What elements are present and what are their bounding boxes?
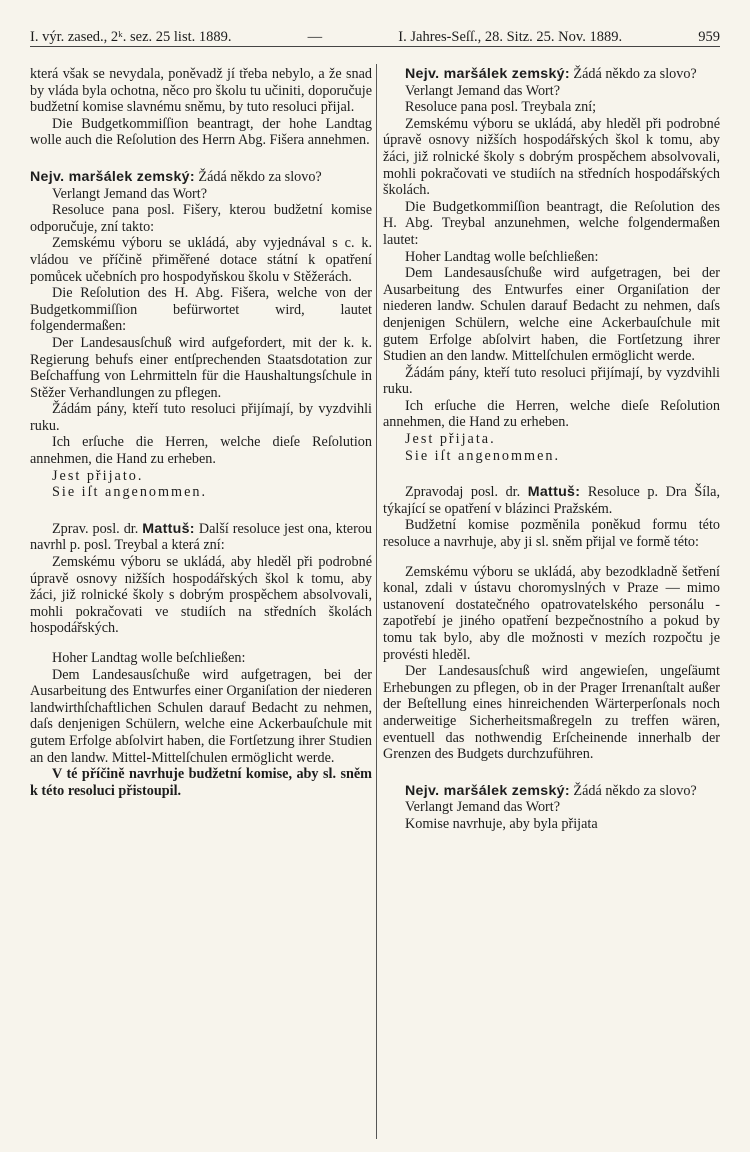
right-paragraph [383,398,720,431]
right-paragraph [383,99,720,116]
paragraph-text: Ich erſuche die Herren, welche dieſe Reſolution annehmen, die Hand zu erheben. [383,397,720,431]
left-paragraph [30,335,372,401]
left-paragraph [30,667,372,767]
paragraph-text: Hoher Landtag wolle beſchließen: [405,248,599,265]
paragraph-text: Žádá někdo za slovo? [573,782,697,799]
left-paragraph [30,116,372,149]
right-paragraph [383,431,720,448]
paragraph-text: Verlangt Jemand das Wort? [405,82,561,99]
right-paragraph [383,799,720,816]
right-paragraph [383,249,720,266]
left-paragraph [30,766,372,799]
paragraph-text: Zemskému výboru se ukládá, aby hleděl při podrobné úpravě osnovy nižších hospodářských škol k tomu, aby žáci, již rolnické školy s dobrým prospěchem absolvovali, mohli pokračovati ve studiích na středních hospodářských školách. [383,115,720,199]
left-paragraph [30,650,372,667]
paragraph-text: Komise navrhuje, aby byla přijata [405,815,598,832]
right-paragraph [383,83,720,100]
left-paragraph [30,468,372,485]
paragraph-text: Resoluce pana posl. Fišery, kterou budžetní komise odporučuje, zní takto: [30,202,372,235]
left-paragraph [30,484,372,501]
speaker-lead: Zpravodaj posl. dr. [405,484,528,501]
right-paragraph [383,199,720,249]
paragraph-text: Zemskému výboru se ukládá, aby hleděl při podrobné úpravě osnovy nižších hospodářských škol k tomu, aby žáci, již rolnické školy s dobrým prospěchem absolvovali, mohli pokračovati ve studiích na středních školách hospodářských. [30,554,372,637]
left-paragraph [30,186,372,203]
right-paragraph [383,265,720,365]
right-paragraph [383,66,720,83]
paragraph-text: která však se nevydala, poněvadž jí třeba nebylo, a že snad by vláda byla ochotna, něco pro školu tu učiniti, doporučuje budžetní komise slavnému sněmu, by tuto resoluci přijal. [30,66,372,116]
paragraph-text: Jest přijata. [405,431,496,448]
right-paragraph [383,564,720,664]
paragraph-text: Další resoluce jest ona, kterou navrhl p. posl. Treybal a která zní: [30,520,373,554]
paragraph-text: Žádám pány, kteří tuto resoluci přijímají, by vyzdvihli ruku. [383,364,720,398]
speaker-label: Nejv. maršálek zemský: [405,66,570,82]
right-paragraph [383,448,720,465]
column-divider [376,64,377,1139]
left-paragraph [30,285,372,335]
paragraph-text: Verlangt Jemand das Wort? [52,185,208,202]
page-header [30,28,720,47]
paragraph-text: Dem Landesausſchuße wird aufgetragen, bei der Ausarbeitung des Entwurfes einer Organiſation der niederen landwirthſchaftlichen Schulen darauf Bedacht zu nehmen, daſs denjenigen Schülern, welche eine Ackerbauſchule mit gutem Erfolge abſolvirt haben, die Fortſetzung ihrer Studien an den landw. Mittel-Mittelſchulen ermöglicht werde. [30,666,372,766]
header-right: I. Jahres-Seſſ., 28. Sitz. 25. Nov. 1889. [398,29,623,45]
paragraph-text: Zemskému výboru se ukládá, aby bezodkladně šetření konal, zdali v ústavu choromyslných v Praze — mimo ustanovení dostatečného opatrovatelského personálu - zapotřebí je jiného opatření bezpečnostního a pokud by tomu tak bylo, aby dle možnosti v mezích rozpočtu je provésti hleděl. [383,563,720,663]
left-paragraph [30,554,372,637]
bold-text: V té příčině navrhuje budžetní komise, aby sl. sněm k této resoluci přistoupil. [30,766,372,799]
paragraph-text: Sie iſt angenommen. [405,447,561,464]
paragraph-text: Jest přijato. [52,467,144,484]
left-paragraph [30,521,372,554]
header-left: I. výr. zased., 2ᵏ. sez. 25 list. 1889. [30,29,232,45]
paragraph-text: Sie iſt angenommen. [52,484,208,501]
left-paragraph [30,202,372,235]
left-column [30,66,372,799]
paragraph-text: Žádám pány, kteří tuto resoluci přijímají, by vyzdvihli ruku. [30,401,372,434]
right-paragraph [383,783,720,800]
paragraph-text: Žádá někdo za slovo? [573,66,697,82]
right-paragraph [383,517,720,550]
right-column [383,66,720,833]
paragraph-text: Die Reſolution des H. Abg. Fišera, welche von der Budgetkommiſſion befürwortet wird, lautet folgendermaßen: [30,285,372,335]
right-paragraph [383,365,720,398]
left-paragraph [30,235,372,285]
paragraph-text: Verlangt Jemand das Wort? [405,799,561,816]
paragraph-text: Der Landesausſchuß wird aufgefordert, mit der k. k. Regierung behufs einer entſprechenden Staatsdotation zur Beſchaffung von Lehrmitteln für die Haushaltungsſchule in Stěžer Verhandlungen zu pflegen. [30,334,372,401]
left-paragraph [30,169,372,186]
right-paragraph [383,484,720,517]
header-dash: — [307,29,323,45]
paragraph-text: Dem Landesausſchuße wird aufgetragen, bei der Ausarbeitung des Entwurfes einer Organiſation der niederen landw. Schulen darauf Bedacht zu nehmen, daſs denjenigen Schülern, welche eine Ackerbauſchule mit gutem Erfolge abſolvirt haben, die Fortſetzung ihrer Studien an den landw. Mittelſchulen ermöglicht werde. [383,265,720,365]
right-paragraph [383,816,720,833]
page-number: 959 [698,29,720,45]
speaker-name: Mattuš: [527,484,581,501]
paragraph-text: Žádá někdo za slovo? [198,168,322,185]
left-paragraph [30,401,372,434]
left-paragraph [30,66,372,116]
paragraph-text: Resoluce pana posl. Treybala zní; [405,99,597,116]
paragraph-text: Die Budgetkommiſſion beantragt, der hohe Landtag wolle auch die Reſolution des Herrn Abg. Fišera annehmen. [30,115,372,149]
paragraph-text: Der Landesausſchuß wird angewieſen, ungeſäumt Erhebungen zu pflegen, ob in der Prager Irrenanſtalt außer der Beſtellung eines hinreichenden Wärterperſonals noch anderweitige Sicherheitsmaßregeln zu treffen wären, eventuell das nothwendig Erſcheinende innerhalb der Grenzen des Budgets durchzuführen. [383,663,720,763]
paragraph-text: Hoher Landtag wolle beſchließen: [52,650,246,666]
speaker-label: Nejv. maršálek zemský: [30,168,195,185]
left-paragraph [30,434,372,467]
speaker-lead: Zprav. posl. dr. [52,520,143,537]
paragraph-text: Budžetní komise pozměnila poněkud formu této resoluce a navrhuje, aby ji sl. sněm přijal ve formě této: [383,517,720,551]
right-paragraph [383,663,720,763]
speaker-label: Nejv. maršálek zemský: [405,782,570,799]
paragraph-text: Zemskému výboru se ukládá, aby vyjednával s c. k. vládou ve příčině přiměřené dotace státní k opatření pomůcek učebních pro hospodyňskou školu v Stěžerách. [30,235,372,285]
paragraph-text: Resoluce p. Dra Šíla, týkající se opatření v blázinci Pražském. [383,484,720,517]
paragraph-text: Die Budgetkommiſſion beantragt, die Reſolution des H. Abg. Treybal anzunehmen, welche folgendermaßen lautet: [383,198,720,248]
right-paragraph [383,116,720,199]
paragraph-text: Ich erſuche die Herren, welche dieſe Reſolution annehmen, die Hand zu erheben. [30,434,372,468]
speaker-name: Mattuš: [142,520,195,537]
